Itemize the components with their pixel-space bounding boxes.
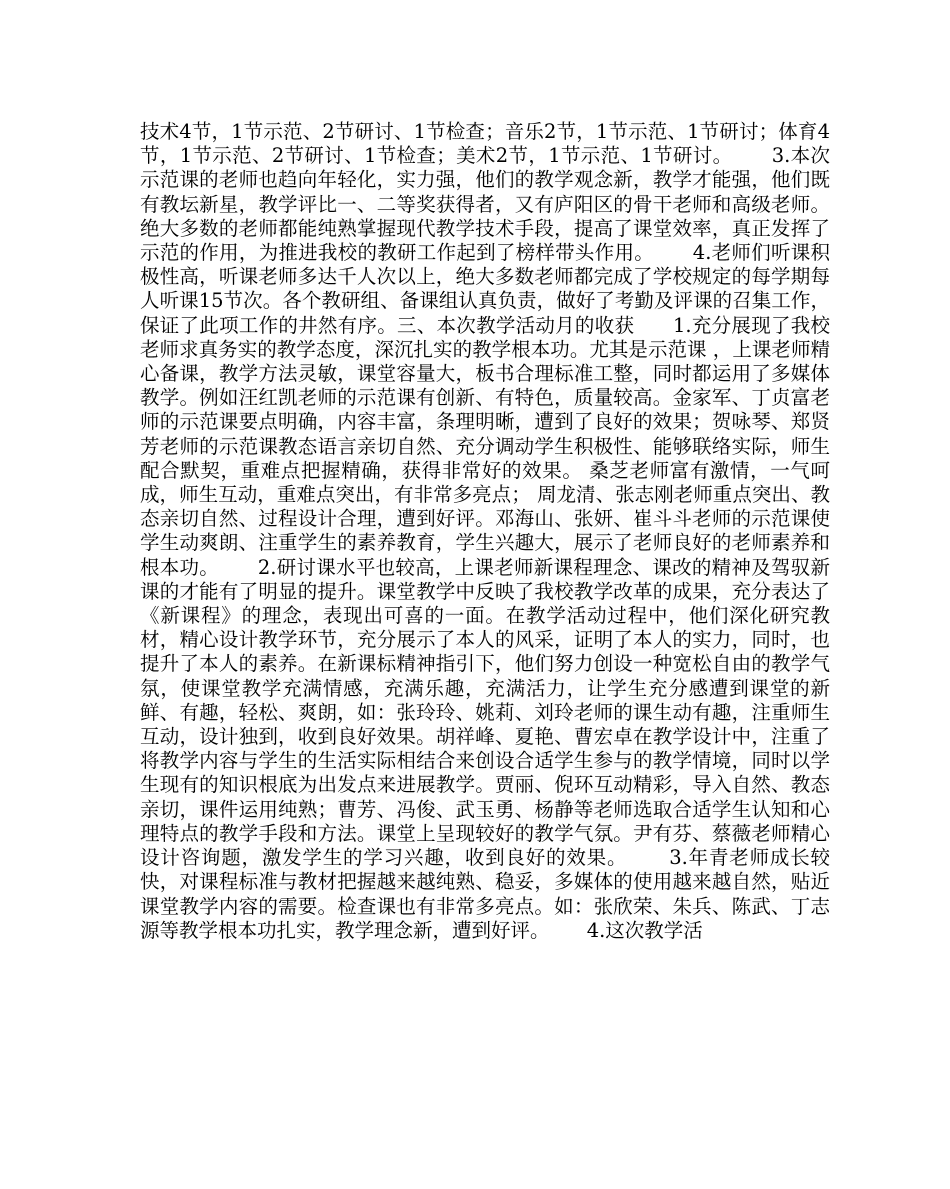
- body-text: 技术4节，1节示范、2节研讨、1节检查；音乐2节，1节示范、1节研讨；体育4节，1节示范、2节研讨、1节检查；美术2节，1节示范、1节研讨。 3.本次示范课的老师也趋向年轻化，实力强，他们的教学观念新，教学才能强，他们既有教坛新星，教学评比一、二等奖获得者，又有庐阳区的骨干老师和高级老师。绝大多数的老师都能纯熟掌握现代教学技术手段，提高了课堂效率，真正发挥了示范的作用，为推进我校的教研工作起到了榜样带头作用。 4.老师们听课积极性高，听课老师多达千人次以上，绝大多数老师都完成了学校规定的每学期每人听课15节次。各个教研组、备课组认真负责，做好了考勤及评课的召集工作，保证了此项工作的井然有序。三、本次教学活动月的收获 1.充分展现了我校老师求真务实的教学态度，深沉扎实的教学根本功。尤其是示范课 ，上课老师精心备课，教学方法灵敏，课堂容量大，板书合理标准工整，同时都运用了多媒体教学。例如汪红凯老师的示范课有创新、有特色，质量较高。金家军、丁贞富老师的示范课要点明确，内容丰富，条理明晰，遭到了良好的效果；贺咏琴、郑贤芳老师的示范课教态语言亲切自然、充分调动学生积极性、能够联络实际，师生配合默契，重难点把握精确，获得非常好的效果。 桑芝老师富有激情，一气呵成，师生互动，重难点突出，有非常多亮点； 周龙清、张志刚老师重点突出、教态亲切自然、过程设计合理，遭到好评。邓海山、张妍、崔斗斗老师的示范课使学生动爽朗、注重学生的素养教育，学生兴趣大，展示了老师良好的老师素养和根本功。 2.研讨课水平也较高，上课老师新课程理念、课改的精神及驾驭新课的才能有了明显的提升。课堂教学中反映了我校教学改革的成果，充分表达了《新课程》的理念，表现出可喜的一面。在教学活动过程中，他们深化研究教材，精心设计教学环节，充分展示了本人的风采，证明了本人的实力，同时，也提升了本人的素养。在新课标精神指引下，他们努力创设一种宽松自由的教学气氛，使课堂教学充满情感，充满乐趣，充满活力，让学生充分感遭到课堂的新鲜、有趣，轻松、爽朗，如：张玲玲、姚莉、刘玲老师的课生动有趣，注重师生互动，设计独到，收到良好效果。胡祥峰、夏艳、曹宏卓在教学设计中，注重了将教学内容与学生的生活实际相结合来创设合适学生参与的教学情境，同时以学生现有的知识根底为出发点来进展教学。贾丽、倪环互动精彩，导入自然、教态亲切，课件运用纯熟；曹芳、冯俊、武玉勇、杨静等老师选取合适学生认知和心理特点的教学手段和方法。课堂上呈现较好的教学气氛。尹有芬、蔡薇老师精心设计咨询题，激发学生的学习兴趣，收到良好的效果。 3.年青老师成长较快，对课程标准与教材把握越来越纯熟、稳妥，多媒体的使用越来越自然，贴近课堂教学内容的需要。检查课也有非常多亮点。如：张欣荣、朱兵、陈武、丁志源等教学根本功扎实，教学理念新，遭到好评。 4.这次教学活: [140, 120, 830, 942]
